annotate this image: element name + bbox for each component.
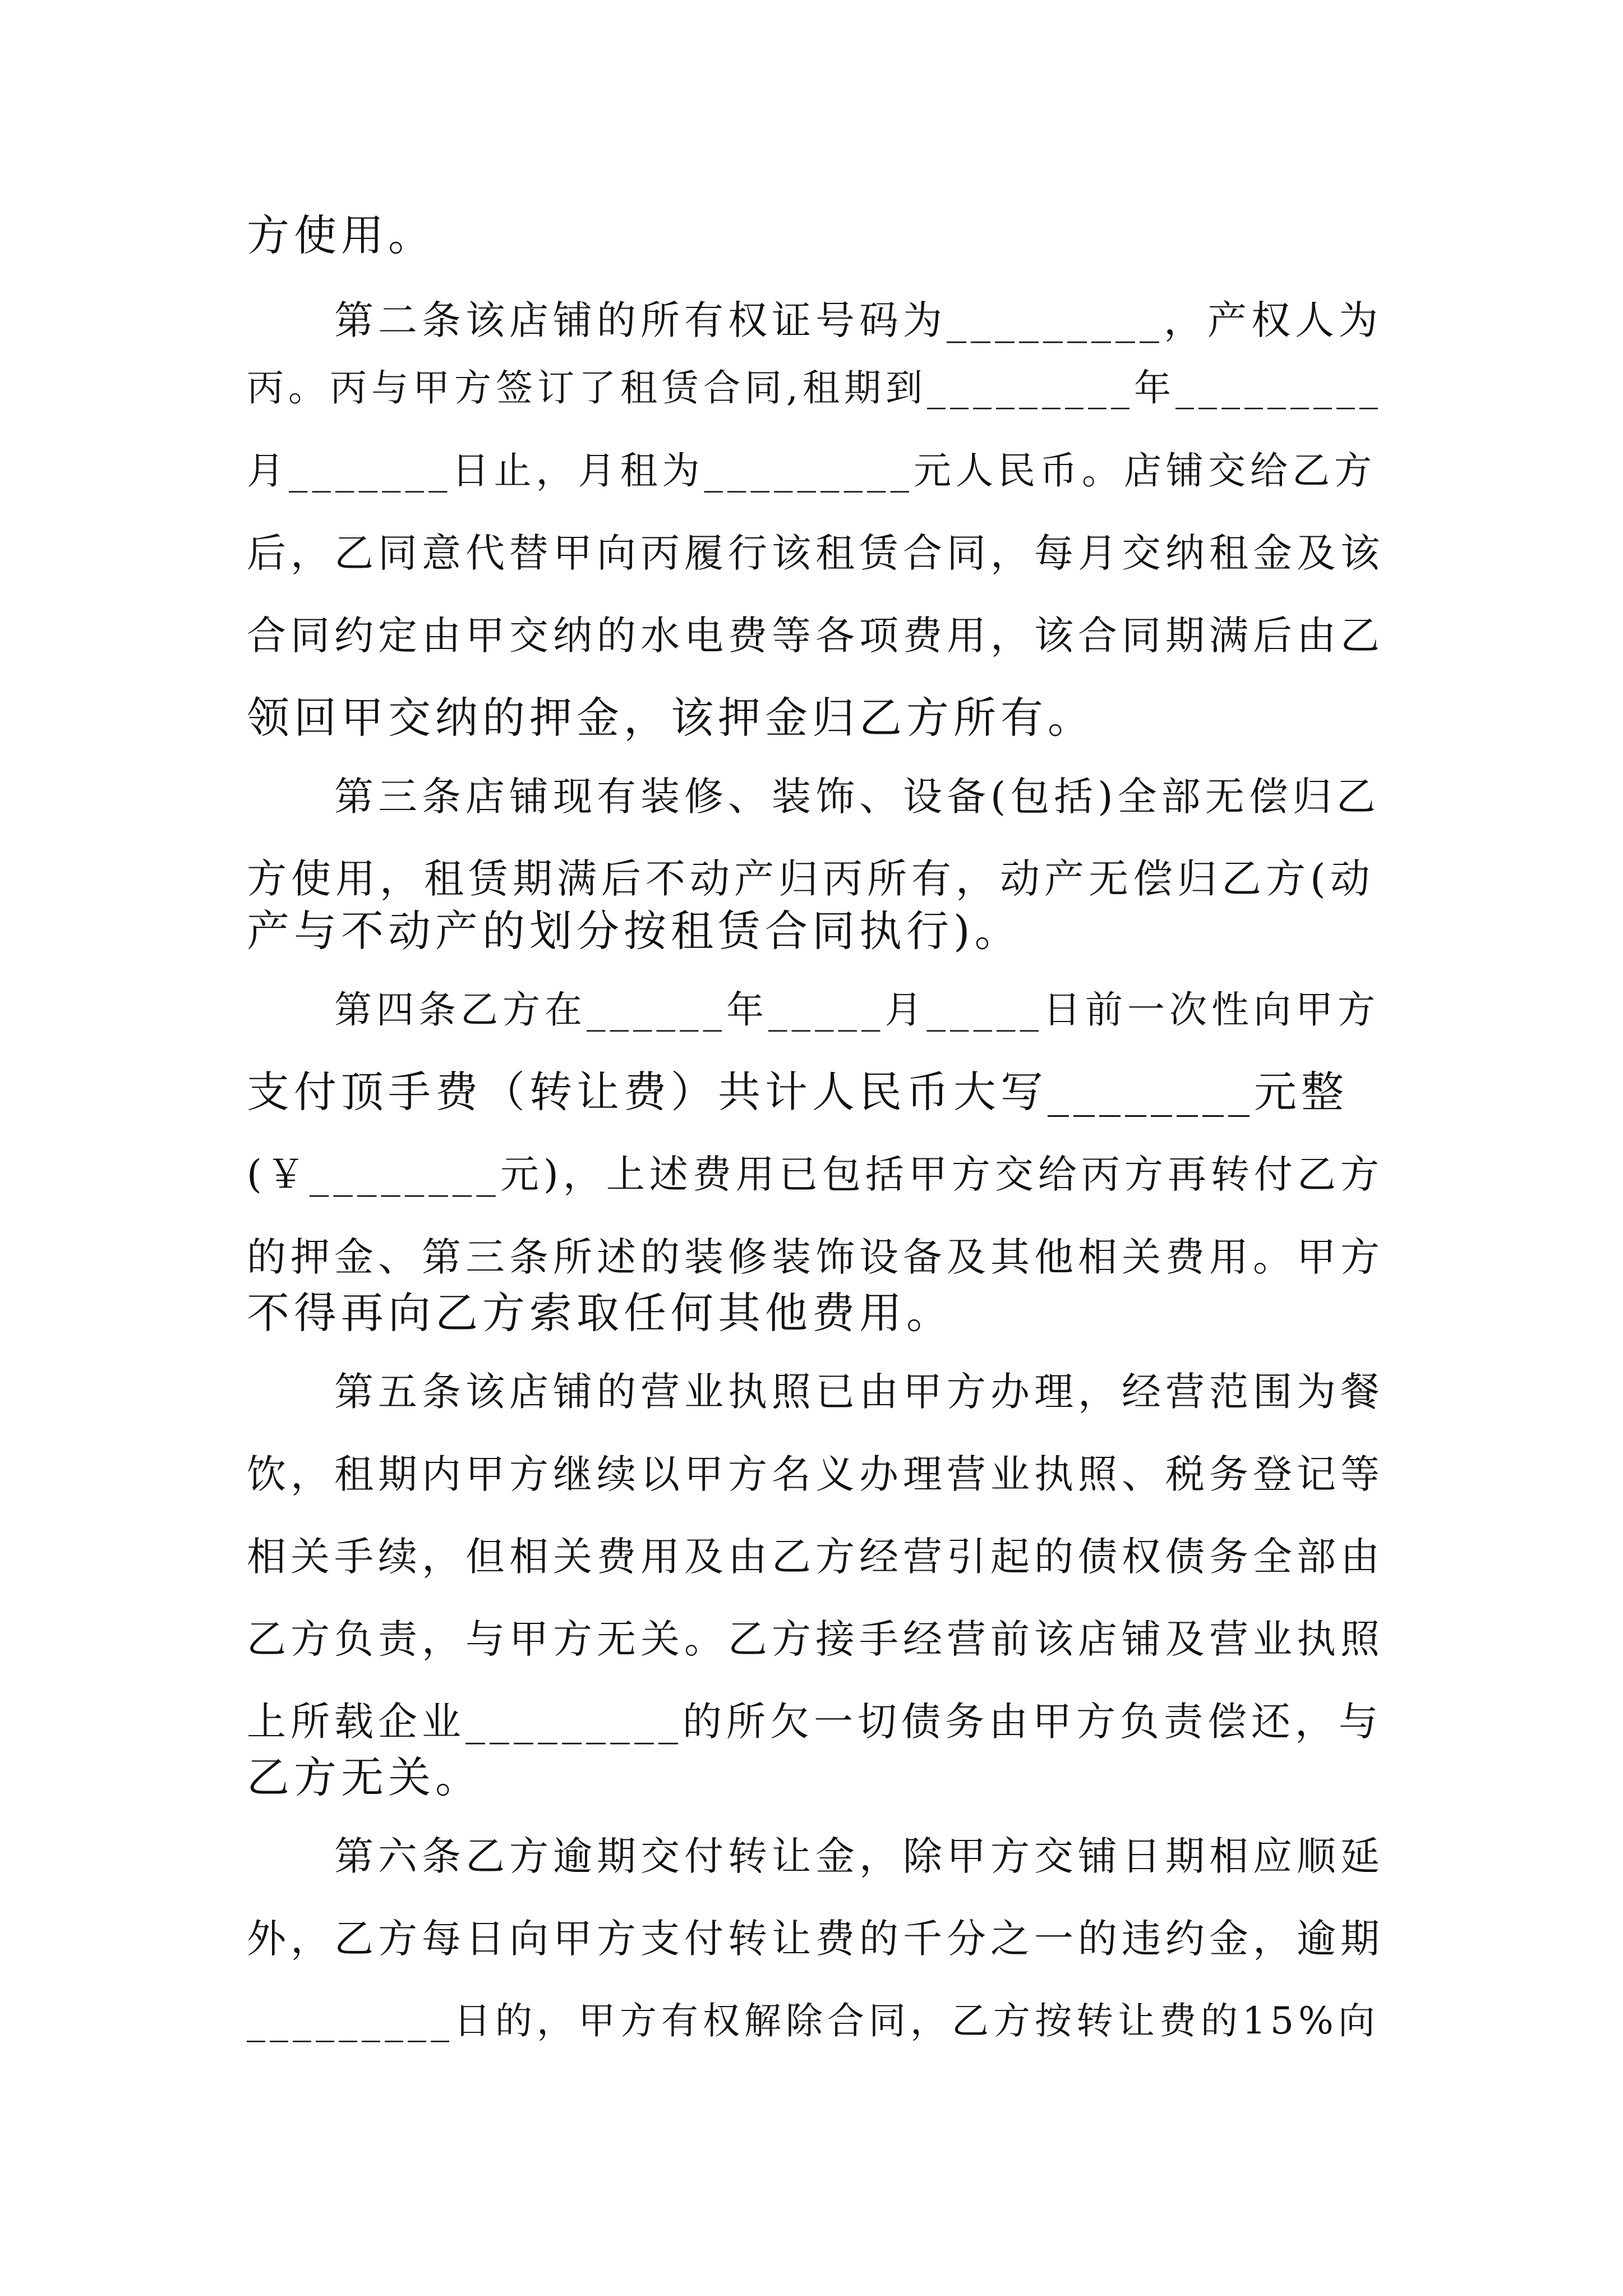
- article-6-line: 第六条乙方逾期交付转让金，除甲方交铺日期相应顺延: [334, 1833, 1384, 1879]
- text-line: 后，乙同意代替甲向丙履行该租赁合同，每月交纳租金及该: [247, 530, 1384, 576]
- text-line: 月_______日止，月租为_________元人民币。店铺交给乙方: [247, 449, 1376, 493]
- article-4-line: 第四条乙方在______年_____月_____日前一次性向甲方: [334, 988, 1380, 1032]
- text-line: 上所载企业_________的所欠一切债务由甲方负责偿还，与: [247, 1699, 1382, 1745]
- article-2-line: 第二条该店铺的所有权证号码为_________，产权人为: [334, 297, 1382, 343]
- article-5-line: 第五条该店铺的营业执照已由甲方办理，经营范围为餐: [334, 1369, 1384, 1415]
- text-line: 方使用，租赁期满后不动产归丙所有，动产无偿归乙方(动: [247, 855, 1375, 902]
- text-line: 领回甲交纳的押金，该押金归乙方所有。: [247, 693, 1095, 743]
- text-line: 不得再向乙方索取任何其他费用。: [247, 1288, 953, 1338]
- text-line: _________日的，甲方有权解除合同，乙方按转让费的15%向: [247, 1999, 1380, 2042]
- text-line: 的押金、第三条所述的装修装饰设备及其他相关费用。甲方: [247, 1234, 1384, 1280]
- text-line: 合同约定由甲交纳的水电费等各项费用，该合同期满后由乙: [247, 613, 1384, 659]
- article-3-line: 第三条店铺现有装修、装饰、设备(包括)全部无偿归乙: [334, 774, 1380, 820]
- text-line: 外，乙方每日向甲方支付转让费的千分之一的违约金，逾期: [247, 1916, 1384, 1962]
- text-line: 乙方负责，与甲方无关。乙方接手经营前该店铺及营业执照: [247, 1616, 1384, 1662]
- text-line: 饮，租期内甲方继续以甲方名义办理营业执照、税务登记等: [247, 1451, 1384, 1497]
- text-line: 方使用。: [247, 210, 435, 260]
- text-line: 相关手续，但相关费用及由乙方经营引起的债权债务全部由: [247, 1534, 1384, 1580]
- text-line: (￥________元)，上述费用已包括甲方交给丙方再转付乙方: [247, 1152, 1384, 1197]
- text-line: 产与不动产的划分按租赁合同执行)。: [247, 906, 1022, 956]
- text-line: 乙方无关。: [247, 1752, 482, 1802]
- text-line: 支付顶手费（转让费）共计人民币大写________元整: [247, 1067, 1348, 1117]
- text-line: 丙。丙与甲方签订了租赁合同,租期到_________年_________: [247, 366, 1382, 409]
